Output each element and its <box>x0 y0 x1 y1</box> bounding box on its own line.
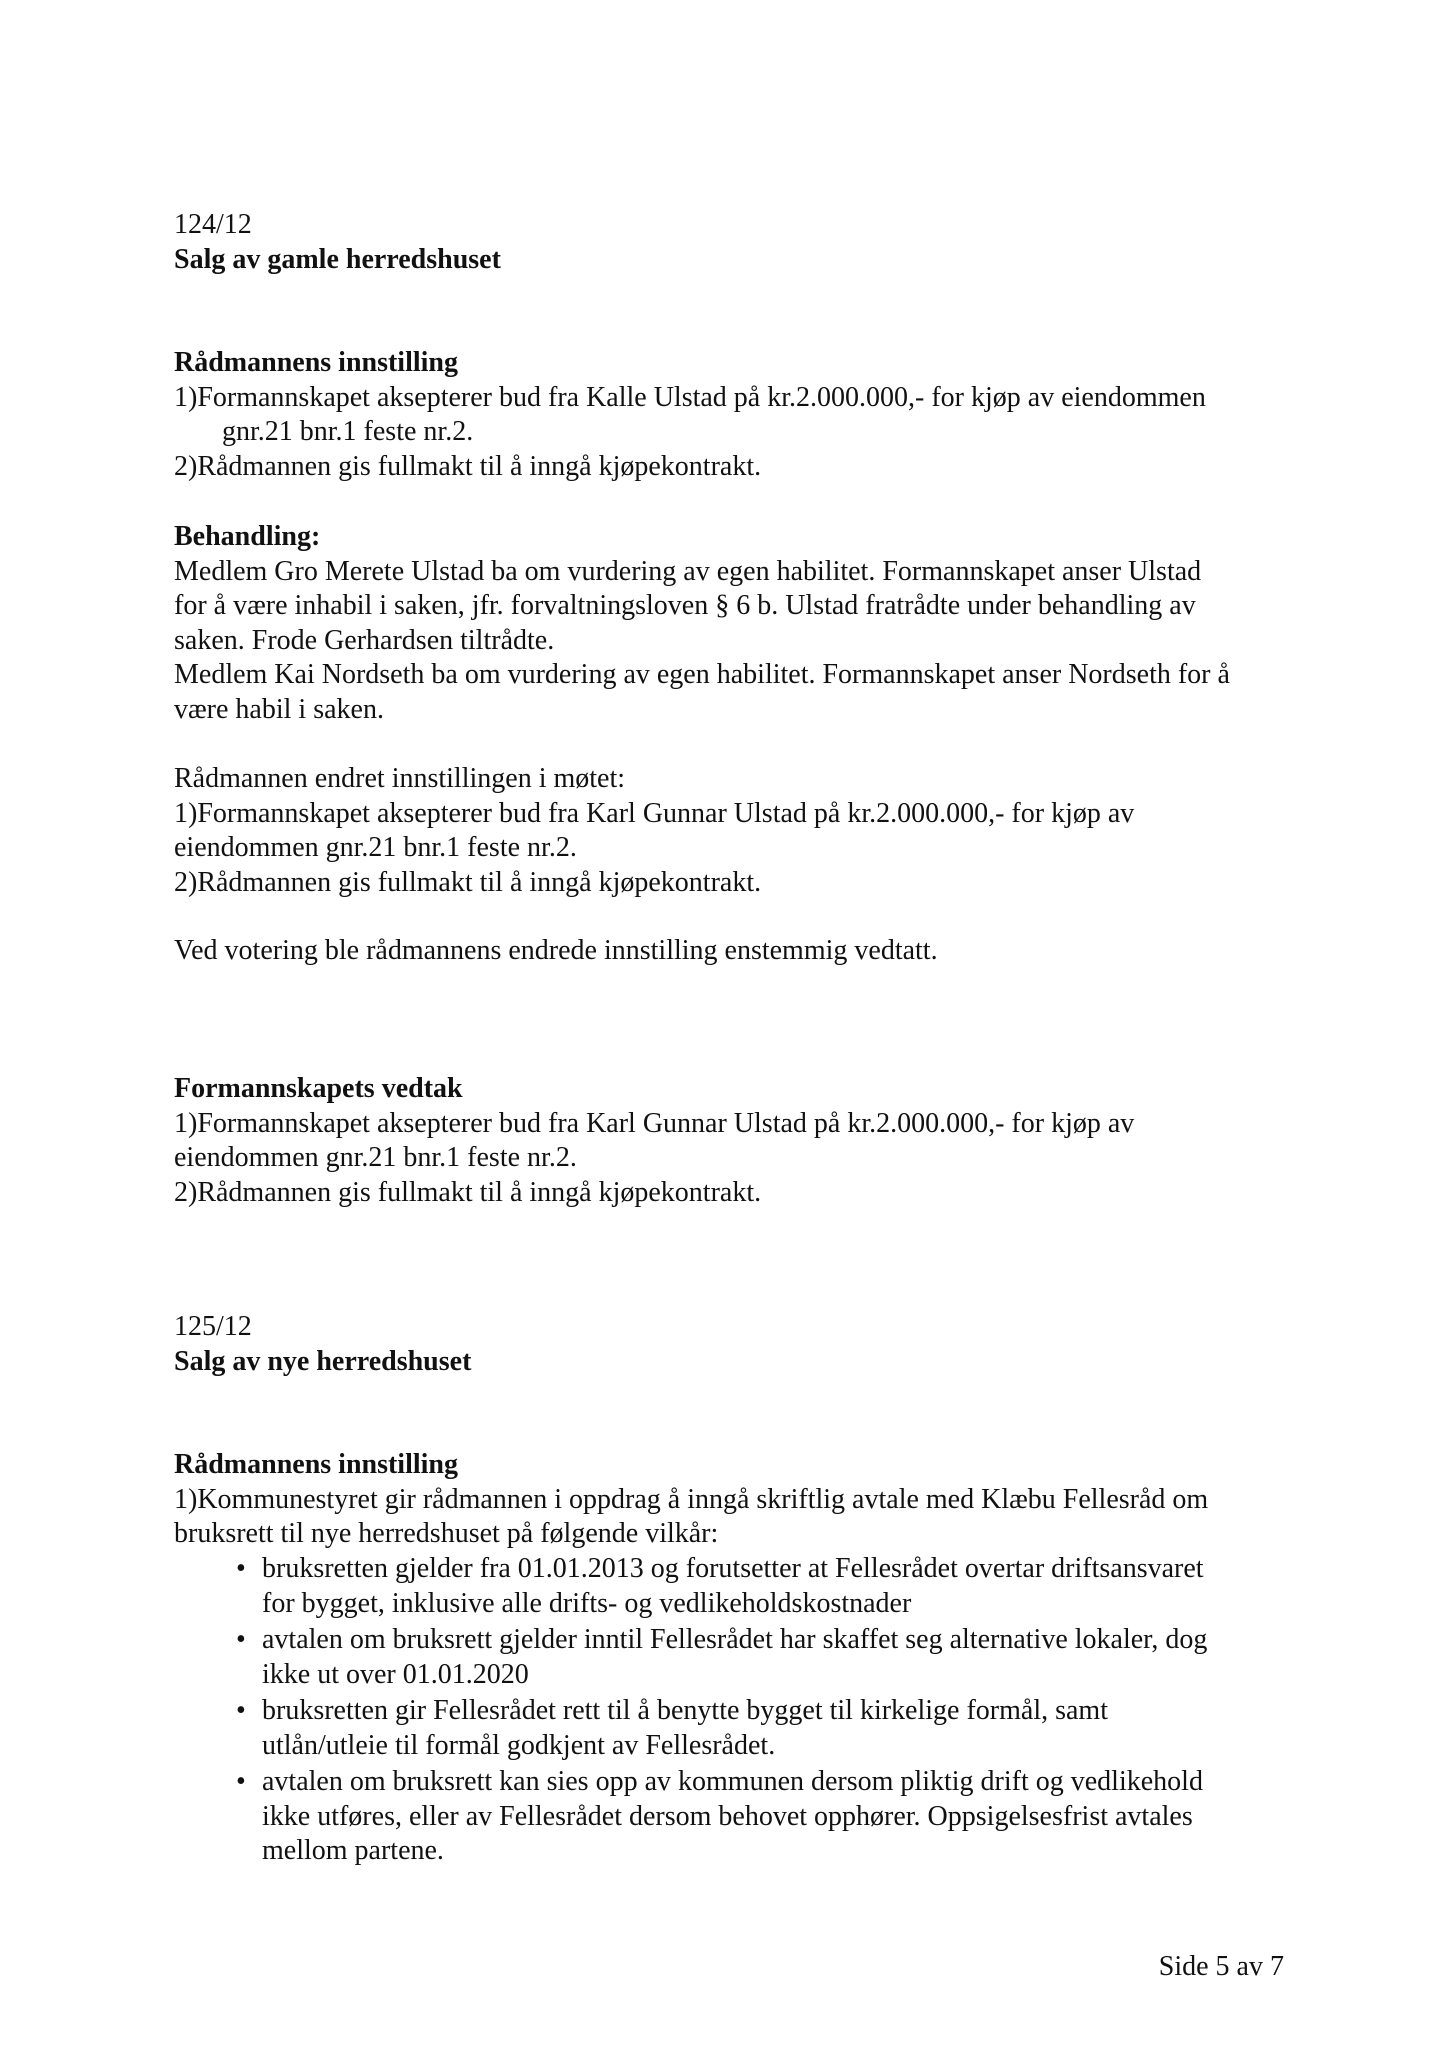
list-item <box>236 1552 1296 1621</box>
bullet-line: • bruksretten gjelder fra 01.01.2013 og forutsetter at Fellesrådet overtar driftsansvaret <box>262 1553 1204 1584</box>
paragraph-line: bruksrett til nye herredshuset på følgende vilkår: <box>174 1518 719 1549</box>
paragraph-line: gnr.21 bnr.1 feste nr.2. <box>222 416 474 447</box>
list-item <box>236 1694 1296 1763</box>
case-125-header <box>174 1310 1314 1379</box>
paragraph-line: Rådmannen endret innstillingen i møtet: <box>174 763 626 794</box>
case-124-treatment <box>174 520 1314 727</box>
paragraph-line: 1)Kommunestyret gir rådmannen i oppdrag å inngå skriftlig avtale med Klæbu Fellesråd om <box>174 1483 1209 1515</box>
paragraph-line: 2)Rådmannen gis fullmakt til å inngå kjøpekontrakt. <box>174 866 762 898</box>
case-125-recommendation <box>174 1448 1314 1552</box>
bullet-line: • avtalen om bruksrett kan sies opp av kommunen dersom pliktig drift og vedlikehold <box>262 1766 1203 1797</box>
case-124-changed-recommendation <box>174 762 1314 900</box>
bullet-line: ikke utføres, eller av Fellesrådet dersom behovet opphører. Oppsigelsesfrist avtales <box>262 1800 1193 1832</box>
paragraph-line: 1)Formannskapet aksepterer bud fra Karl Gunnar Ulstad på kr.2.000.000,- for kjøp av <box>174 797 1135 829</box>
bullet-line: • avtalen om bruksrett gjelder inntil Fellesrådet har skaffet seg alternative lokaler, dog <box>262 1624 1208 1655</box>
case-title: Salg av gamle herredshuset <box>174 243 501 275</box>
paragraph-line: 1)Formannskapet aksepterer bud fra Karl Gunnar Ulstad på kr.2.000.000,- for kjøp av <box>174 1107 1135 1139</box>
bullet-line: ikke ut over 01.01.2020 <box>262 1658 529 1690</box>
paragraph-line: Medlem Gro Merete Ulstad ba om vurdering av egen habilitet. Formannskapet anser Ulstad <box>174 555 1202 587</box>
case-number: 124/12 <box>174 209 252 240</box>
paragraph-line: eiendommen gnr.21 bnr.1 feste nr.2. <box>174 1142 577 1173</box>
case-124-header <box>174 208 1314 277</box>
case-124-decision <box>174 1072 1314 1210</box>
case-124-vote <box>174 934 1314 969</box>
conditions-list <box>236 1552 1296 1871</box>
list-item <box>236 1765 1296 1869</box>
vote-result: Ved votering ble rådmannens endrede innstilling enstemmig vedtatt. <box>174 935 938 966</box>
bullet-line: • bruksretten gir Fellesrådet rett til å benytte bygget til kirkelige formål, samt <box>262 1695 1108 1726</box>
section-heading: Rådmannens innstilling <box>174 1449 458 1480</box>
paragraph-line: saken. Frode Gerhardsen tiltrådte. <box>174 624 555 656</box>
section-heading: Formannskapets vedtak <box>174 1073 463 1104</box>
paragraph-line: være habil i saken. <box>174 693 384 725</box>
page-number: Side 5 av 7 <box>1158 1951 1284 1982</box>
paragraph-line: Medlem Kai Nordseth ba om vurdering av egen habilitet. Formannskapet anser Nordseth for å <box>174 659 1230 690</box>
paragraph-line: eiendommen gnr.21 bnr.1 feste nr.2. <box>174 832 577 863</box>
case-number: 125/12 <box>174 1311 252 1342</box>
bullet-line: utlån/utleie til formål godkjent av Fellesrådet. <box>262 1729 776 1761</box>
list-item <box>236 1623 1296 1692</box>
paragraph-line: 2)Rådmannen gis fullmakt til å inngå kjøpekontrakt. <box>174 450 762 482</box>
paragraph-line: for å være inhabil i saken, jfr. forvaltningsloven § 6 b. Ulstad fratrådte under behandling av <box>174 590 1196 621</box>
case-124-recommendation <box>174 346 1314 484</box>
bullet-line: mellom partene. <box>262 1835 444 1866</box>
section-heading: Rådmannens innstilling <box>174 347 458 378</box>
paragraph-line: 2)Rådmannen gis fullmakt til å inngå kjøpekontrakt. <box>174 1176 762 1208</box>
paragraph-line: 1)Formannskapet aksepterer bud fra Kalle Ulstad på kr.2.000.000,- for kjøp av eiendommen <box>174 381 1206 413</box>
bullet-line: for bygget, inklusive alle drifts- og vedlikeholdskostnader <box>262 1587 912 1619</box>
case-title: Salg av nye herredshuset <box>174 1345 472 1377</box>
section-heading: Behandling: <box>174 521 321 552</box>
